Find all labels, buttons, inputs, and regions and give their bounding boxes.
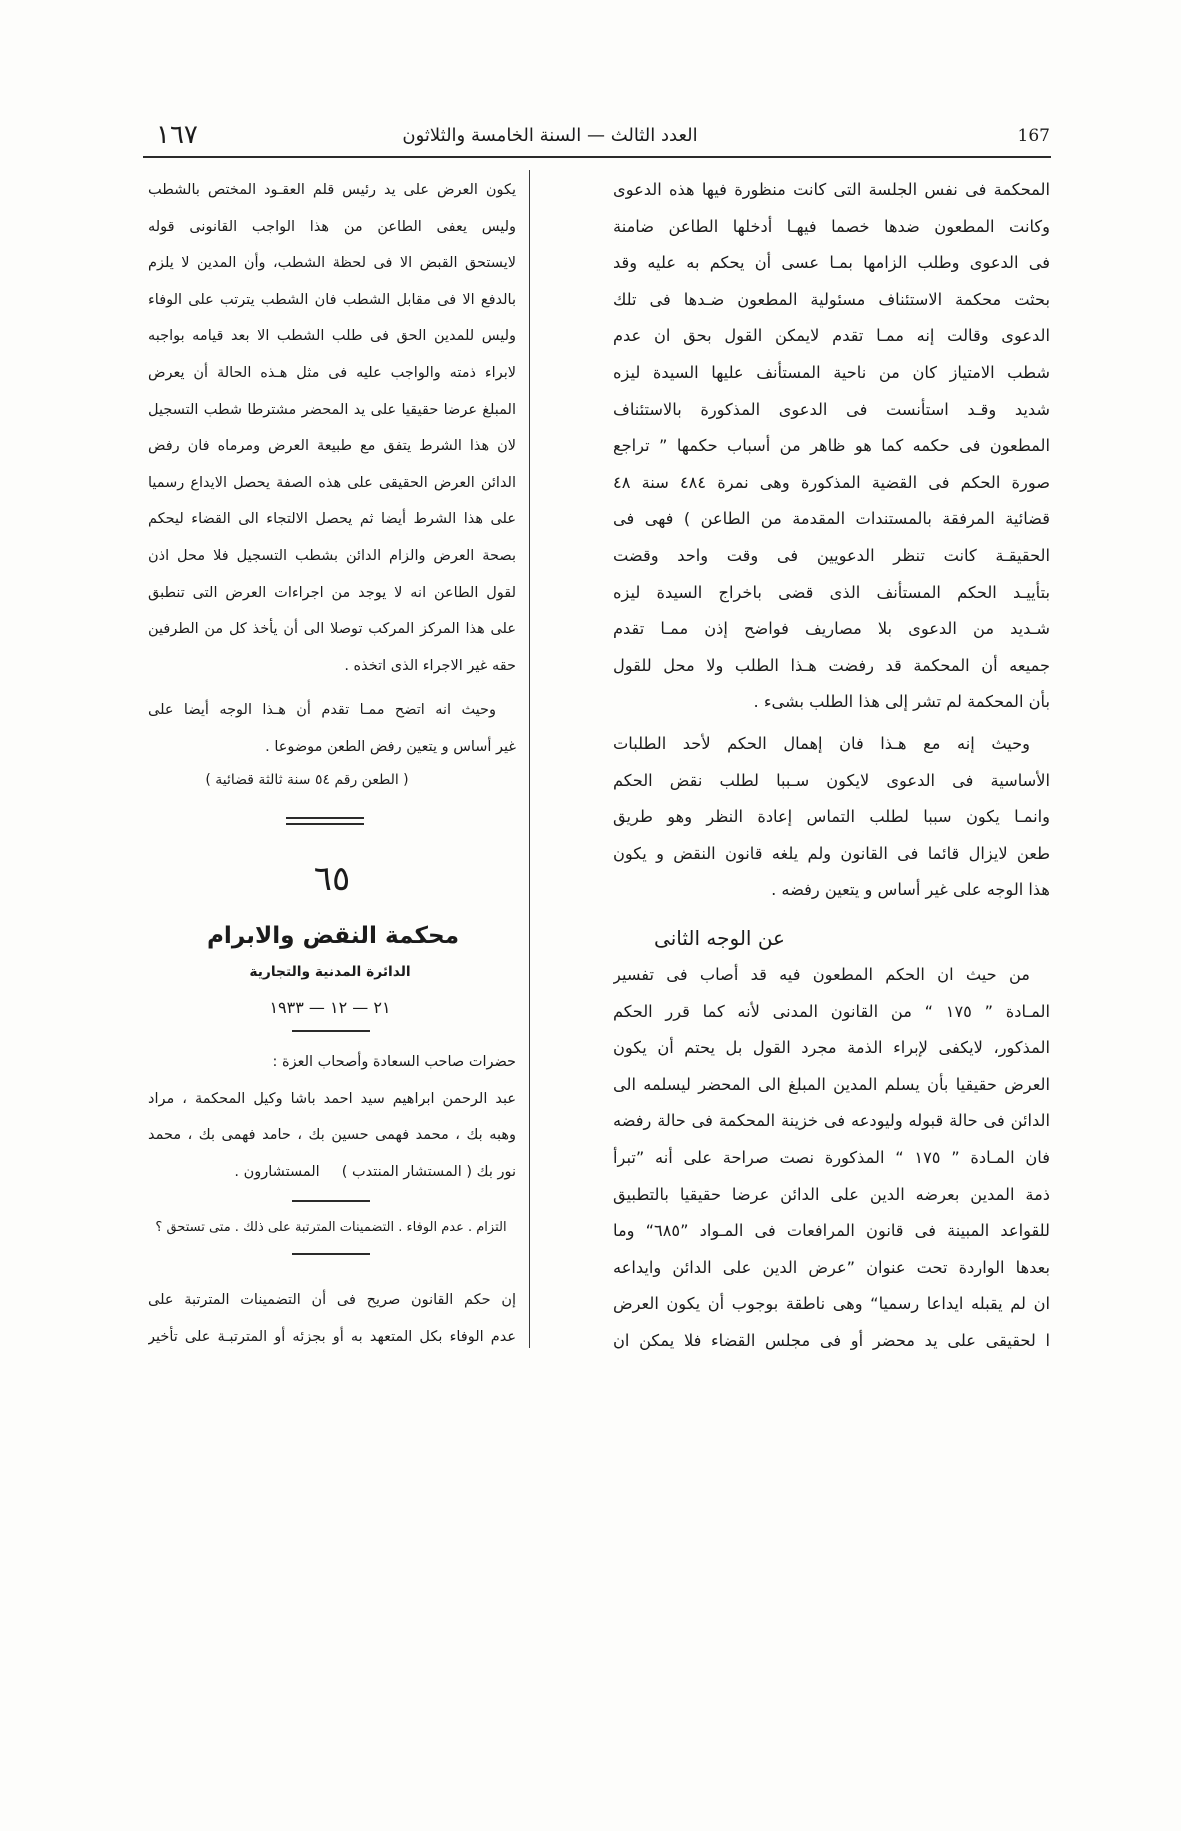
text-line: الأساسية فى الدعوى لايكون سـببا لطلب نقض الحكم bbox=[613, 770, 1050, 790]
bench-last-members: نور بك ( المستشار المنتدب ) bbox=[341, 1163, 516, 1180]
text-line: وكانت المطعون ضدها خصما فيهـا أدخلها الطاعن ضامنة bbox=[613, 216, 1050, 236]
text-line: بصحة العرض والزام الدائن بشطب التسجيل فلا محل اذن bbox=[148, 547, 516, 564]
text-line: وحيث انه اتضح ممـا تقدم أن هـذا الوجه أيضا على bbox=[148, 702, 496, 718]
text-line: المطعون فى حكمه كما هو ظاهر من أسباب حكمها ” تراجع bbox=[613, 436, 1050, 456]
section-divider bbox=[292, 1253, 370, 1255]
text-line: شطب الامتياز كان من ناحية المستأنف عليها السيدة ليزه bbox=[613, 362, 1050, 382]
text-line: بتأييـد الحكم المستأنف الذى قضى باخراج السيدة ليزه bbox=[613, 582, 1050, 602]
page-number-latin: 167 bbox=[1017, 126, 1050, 146]
section-divider bbox=[292, 1200, 370, 1202]
text-line: الدائن فى حالة قبوله وليودعه فى خزينة المحكمة فى حالة رفضه bbox=[613, 1111, 1050, 1131]
text-line: جميعه أن المحكمة قد رفضت هـذا الطلب ولا محل للقول bbox=[613, 655, 1050, 675]
text-line: غير أساس و يتعين رفض الطعن موضوعا . bbox=[265, 738, 516, 755]
left-column-paragraph-2 bbox=[148, 692, 516, 765]
text-line: العرض حقيقيا بأن يسلم المدين المبلغ الى المحضر ليسلمه الى bbox=[613, 1074, 1050, 1094]
header-rule bbox=[143, 156, 1051, 158]
text-line: وليس يعفى الطاعن من هذا الواجب القانونى قوله bbox=[148, 218, 516, 235]
text-line: ان لم يقبله ايداعا رسميا“ وهى ناطقة بوجوب أن يكون العرض bbox=[613, 1294, 1050, 1314]
text-line: عدم الوفاء بكل المتعهد به أو بجزئه أو المترتبـة على تأخير bbox=[148, 1328, 516, 1345]
text-line: فان المـادة ” ١٧٥ “ المذكورة نصت صراحة على أنه ”تبرأ bbox=[613, 1147, 1050, 1167]
text-line: المحكمة فى نفس الجلسة التى كانت منظورة فيها هذه الدعوى bbox=[613, 180, 1050, 199]
text-line: على هذا الشرط أيضا ثم يحصل الالتجاء الى القضاء ليحكم bbox=[148, 511, 516, 528]
section-divider bbox=[292, 1030, 370, 1032]
text-line: وحيث إنه مع هـذا فان إهمال الحكم لأحد الطلبات bbox=[613, 734, 1030, 753]
text-line: المـادة ” ١٧٥ “ من القانون المدنى لأنه كما قرر الحكم bbox=[613, 1001, 1050, 1021]
bench-composition bbox=[148, 1044, 516, 1190]
text-line: لان هذا الشرط يتفق مع طبيعة العرض ومرماه فان رفض bbox=[148, 438, 516, 455]
text-line: صورة الحكم فى القضية المذكورة وهى نمرة ٤٨٤ سنة ٤٨ bbox=[613, 472, 1050, 492]
case-number: ٦٥ bbox=[313, 859, 351, 899]
text-line: إن حكم القانون صريح فى أن التضمينات المترتبة على bbox=[148, 1292, 516, 1308]
legal-principle bbox=[148, 1282, 516, 1355]
right-column-paragraph-3 bbox=[613, 957, 1050, 1360]
text-line: ا لحقيقى على يد محضر أو فى مجلس القضاء فلا يمكن ان bbox=[613, 1330, 1050, 1350]
text-line: عبد الرحمن ابراهيم سيد احمد باشا وكيل المحكمة ، مراد bbox=[148, 1090, 516, 1107]
text-line: بعدها الواردة تحت عنوان ”عرض الدين على الدائن وايداعه bbox=[613, 1257, 1050, 1277]
text-line: حقه غير الاجراء الذى اتخذه . bbox=[344, 657, 516, 674]
text-line: المبلغ عرضا حقيقيا على يد المحضر مشترطا شطب التسجيل bbox=[148, 401, 516, 418]
text-line: للقواعد المبينة فى قانون المرافعات فى المـواد ”٦٨٥“ وما bbox=[613, 1221, 1050, 1241]
text-line: قضائية المرفقة بالمستندات المقدمة من الطاعن ) فهى فى bbox=[613, 509, 1050, 529]
left-column-paragraph-1 bbox=[148, 172, 516, 684]
text-line: على هذا المركز المركب توصلا الى أن يأخذ كل من الطرفين bbox=[148, 621, 516, 638]
text-line bbox=[148, 1154, 516, 1191]
column-divider bbox=[529, 170, 530, 1348]
text-line: لقول الطاعن انه لا يوجد من اجراءات العرض التى تنطبق bbox=[148, 584, 516, 601]
right-column-paragraph-2 bbox=[613, 726, 1050, 909]
text-line: بالدفع الا فى مقابل الشطب فان الشطب يترتب على الوفاء bbox=[148, 291, 516, 308]
text-line: الحقيقـة كانت تنظر الدعويين فى وقت واحد وقضت bbox=[613, 545, 1050, 565]
text-line: لابراء ذمته والواجب عليه فى مثل هـذه الحالة أن يعرض bbox=[148, 364, 516, 381]
text-line: لايستحق القبض الا فى لحظة الشطب، وأن المدين لا يلزم bbox=[148, 255, 516, 272]
text-line: ذمة المدين بعرضه الدين على الدائن عرضا حقيقيا بالتطبيق bbox=[613, 1184, 1050, 1204]
text-line: وهبه بك ، محمد فهمى حسين بك ، حامد فهمى بك ، محمد bbox=[148, 1127, 516, 1144]
bench-heading: حضرات صاحب السعادة وأصحاب العزة : bbox=[272, 1054, 516, 1070]
text-line: الدائن العرض الحقيقى على هذه الصفة يحصل الايداع رسميا bbox=[148, 474, 516, 491]
text-line: شديد وقـد استأنست فى الدعوى المذكورة بالاستئناف bbox=[613, 399, 1050, 419]
text-line: وليس للمدين الحق فى طلب الشطب الا بعد قيامه بواجبه bbox=[148, 328, 516, 345]
text-line: المذكور، لايكفى لإبراء الذمة مجرد القول بل يحتم أن يكون bbox=[613, 1038, 1050, 1058]
case-keywords: التزام . عدم الوفاء . التضمينات المترتبة على ذلك . متى تستحق ؟ bbox=[155, 1220, 507, 1235]
text-line: فى الدعوى وطلب الزامها بمـا عسى أن يحكم به عليه وقد bbox=[613, 253, 1050, 273]
bench-role: المستشارون . bbox=[234, 1163, 320, 1180]
court-title: محكمة النقض والابرام bbox=[206, 923, 460, 949]
section-divider bbox=[286, 823, 364, 825]
text-line: الدعوى وقالت إنه ممـا تقدم لايمكن القول بحق ان عدم bbox=[613, 326, 1050, 346]
case-reference: ( الطعن رقم ٥٤ سنة ثالثة قضائية ) bbox=[205, 772, 409, 788]
text-line: بأن المحكمة لم تشر إلى هذا الطلب بشىء . bbox=[753, 692, 1050, 712]
section-divider bbox=[286, 817, 364, 819]
text-line: من حيث ان الحكم المطعون فيه قد أصاب فى تفسير bbox=[613, 965, 1030, 984]
text-line: طعن لايزال قائما فى القانون ولم يلغه قانون النقض و يكون bbox=[613, 843, 1050, 863]
ruling-date: ٢١ — ١٢ — ١٩٣٣ bbox=[269, 998, 391, 1017]
text-line: وانمـا يكون سببا لطلب التماس إعادة النظر وهو طريق bbox=[613, 807, 1050, 827]
right-column-paragraph-1 bbox=[613, 172, 1050, 721]
section-subheading: عن الوجه الثانى bbox=[654, 926, 785, 950]
text-line: يكون العرض على يد رئيس قلم العقـود المختص بالشطب bbox=[148, 182, 516, 198]
issue-title: العدد الثالث — السنة الخامسة والثلاثون bbox=[402, 125, 698, 146]
court-circuit: الدائرة المدنية والتجارية bbox=[249, 964, 411, 980]
text-line: شـديد من الدعوى بلا مصاريف فواضح إذن ممـا تقدم bbox=[613, 619, 1050, 639]
text-line: هذا الوجه على غير أساس و يتعين رفضه . bbox=[771, 880, 1050, 900]
page-number-arabic: ١٦٧ bbox=[156, 120, 198, 150]
text-line: بحثت محكمة الاستئناف مسئولية المطعون ضـدها فى تلك bbox=[613, 289, 1050, 309]
